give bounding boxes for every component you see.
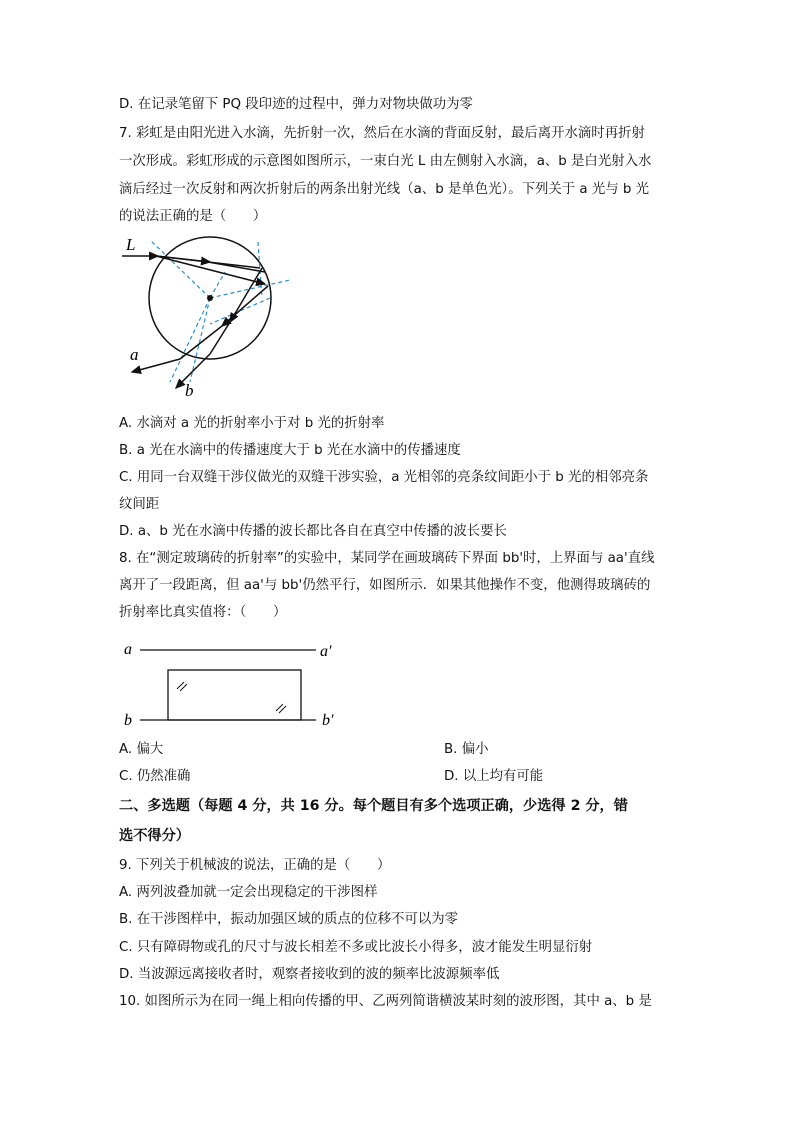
q9-stem: 9. 下列关于机械波的说法，正确的是（ ） (119, 858, 391, 873)
q7-option-b: B. a 光在水滴中的传播速度大于 b 光在水滴中的传播速度 (119, 443, 461, 458)
q10-stem: 10. 如图所示为在同一绳上相向传播的甲、乙两列简谐横波某时刻的波形图，其中 a、b 是 (119, 994, 652, 1009)
q8-stem-line-3: 折射率比真实值将：（ ） (119, 605, 287, 620)
q7-option-c-cont: 纹间距 (119, 497, 160, 512)
section-heading-line-2: 选不得分） (119, 828, 190, 844)
center-dot (207, 295, 213, 301)
q9-option-d: D. 当波源远离接收者时，观察者接收到的波的频率比波源频率低 (119, 967, 500, 982)
q8-stem-line-2: 离开了一段距离，但 aa'与 bb'仍然平行，如图所示．如果其他操作不变，他测得玻璃砖的 (119, 578, 651, 593)
section-heading-line-1: 二、多选题（每题 4 分，共 16 分。每个题目有多个选项正确，少选得 2 分，错 (119, 798, 628, 814)
q7-option-c: C. 用同一台双缝干涉仪做光的双缝干涉实验，a 光相邻的亮条纹间距小于 b 光的相邻亮条 (119, 470, 649, 485)
label-a: a (124, 641, 132, 658)
q8-stem-line-1: 8. 在“测定玻璃砖的折射率”的实验中，某同学在画玻璃砖下界面 bb'时，上界面与 aa'直线 (119, 551, 655, 566)
q9-option-a: A. 两列波叠加就一定会出现稳定的干涉图样 (119, 885, 378, 900)
q9-option-b: B. 在干涉图样中，振动加强区域的质点的位移不可以为零 (119, 912, 459, 927)
q7-stem-line-3: 滴后经过一次反射和两次折射后的两条出射光线（a、b 是单色光）。下列关于 a 光与 b 光 (119, 182, 650, 197)
label-b-prime: b′ (322, 712, 334, 729)
label-l: L (126, 235, 136, 254)
q8-option-a: A. 偏大 (119, 742, 164, 757)
q7-stem-line-1: 7. 彩虹是由阳光进入水滴，先折射一次，然后在水滴的背面反射，最后离开水滴时再折射 (119, 126, 645, 141)
q7-stem-line-4: 的说法正确的是（ ） (119, 209, 267, 224)
label-b: b (185, 381, 194, 400)
q7-option-a: A. 水滴对 a 光的折射率小于对 b 光的折射率 (119, 416, 385, 431)
label-a: a (130, 345, 139, 364)
label-b: b (124, 712, 132, 729)
q8-option-b: B. 偏小 (444, 742, 489, 757)
q7-stem-line-2: 一次形成。彩虹形成的示意图如图所示，一束白光 L 由左侧射入水滴，a、b 是白光射入水 (119, 154, 652, 169)
label-a-prime: a′ (320, 643, 332, 660)
glass-block-diagram (120, 638, 360, 728)
glass-block (168, 670, 301, 720)
q9-option-c: C. 只有障碍物或孔的尺寸与波长相差不多或比波长小得多，波才能发生明显衍射 (119, 940, 593, 955)
q6-option-d: D. 在记录笔留下 PQ 段印迹的过程中，弹力对物块做功为零 (119, 97, 473, 112)
raindrop-diagram (110, 232, 310, 402)
q8-option-c: C. 仍然准确 (119, 769, 191, 784)
q8-option-d: D. 以上均有可能 (444, 769, 544, 784)
q7-option-d: D. a、b 光在水滴中传播的波长都比各自在真空中传播的波长要长 (119, 524, 507, 539)
